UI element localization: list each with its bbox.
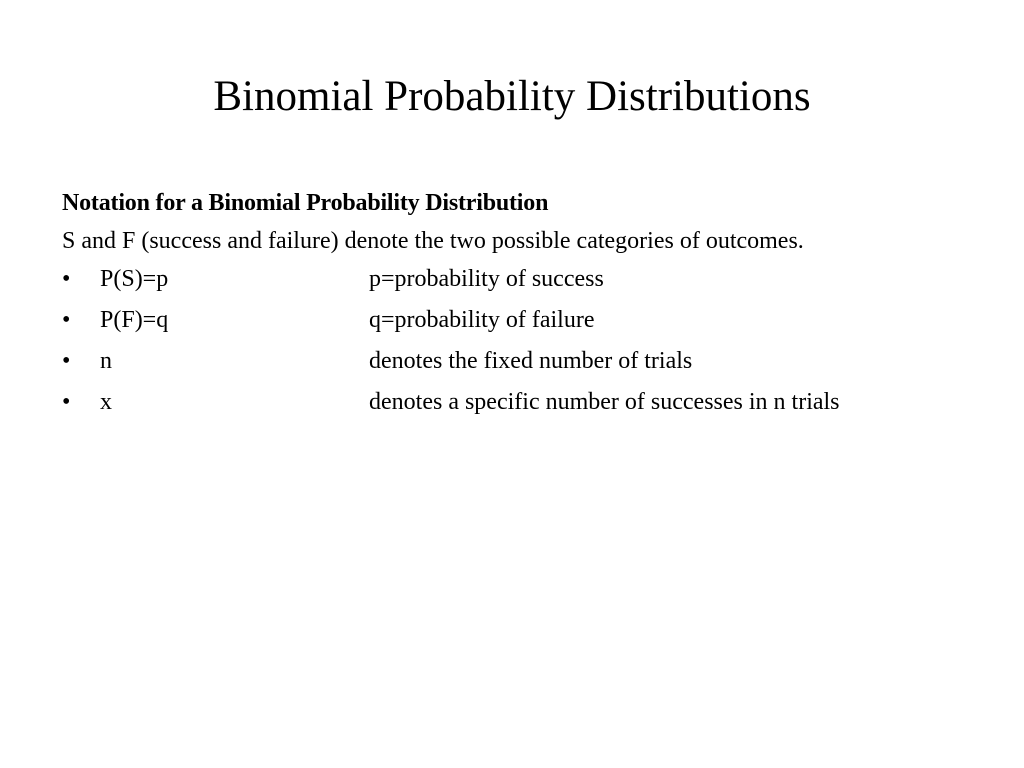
bullet-icon: •: [62, 348, 71, 374]
notation-term: P(S)=p: [100, 266, 169, 292]
notation-description: denotes the fixed number of trials: [369, 348, 693, 374]
list-item: [62, 341, 982, 382]
bullet-icon: •: [62, 266, 71, 292]
intro-text: S and F (success and failure) denote the two possible categories of outcomes.: [62, 228, 804, 254]
bullet-icon: •: [62, 307, 71, 333]
notation-description: q=probability of failure: [369, 307, 595, 333]
list-item: [62, 382, 982, 423]
notation-term: n: [100, 348, 112, 374]
list-item: [62, 259, 982, 300]
bullet-icon: •: [62, 389, 71, 415]
slide-title: Binomial Probability Distributions: [213, 73, 811, 120]
slide-body: [62, 185, 982, 423]
notation-subheading: Notation for a Binomial Probability Distribution: [62, 190, 549, 216]
notation-term: x: [100, 389, 112, 415]
notation-list: [62, 259, 982, 423]
notation-term: P(F)=q: [100, 307, 169, 333]
list-item: [62, 300, 982, 341]
notation-description: p=probability of success: [369, 266, 604, 292]
notation-description: denotes a specific number of successes in n trials: [369, 389, 840, 415]
